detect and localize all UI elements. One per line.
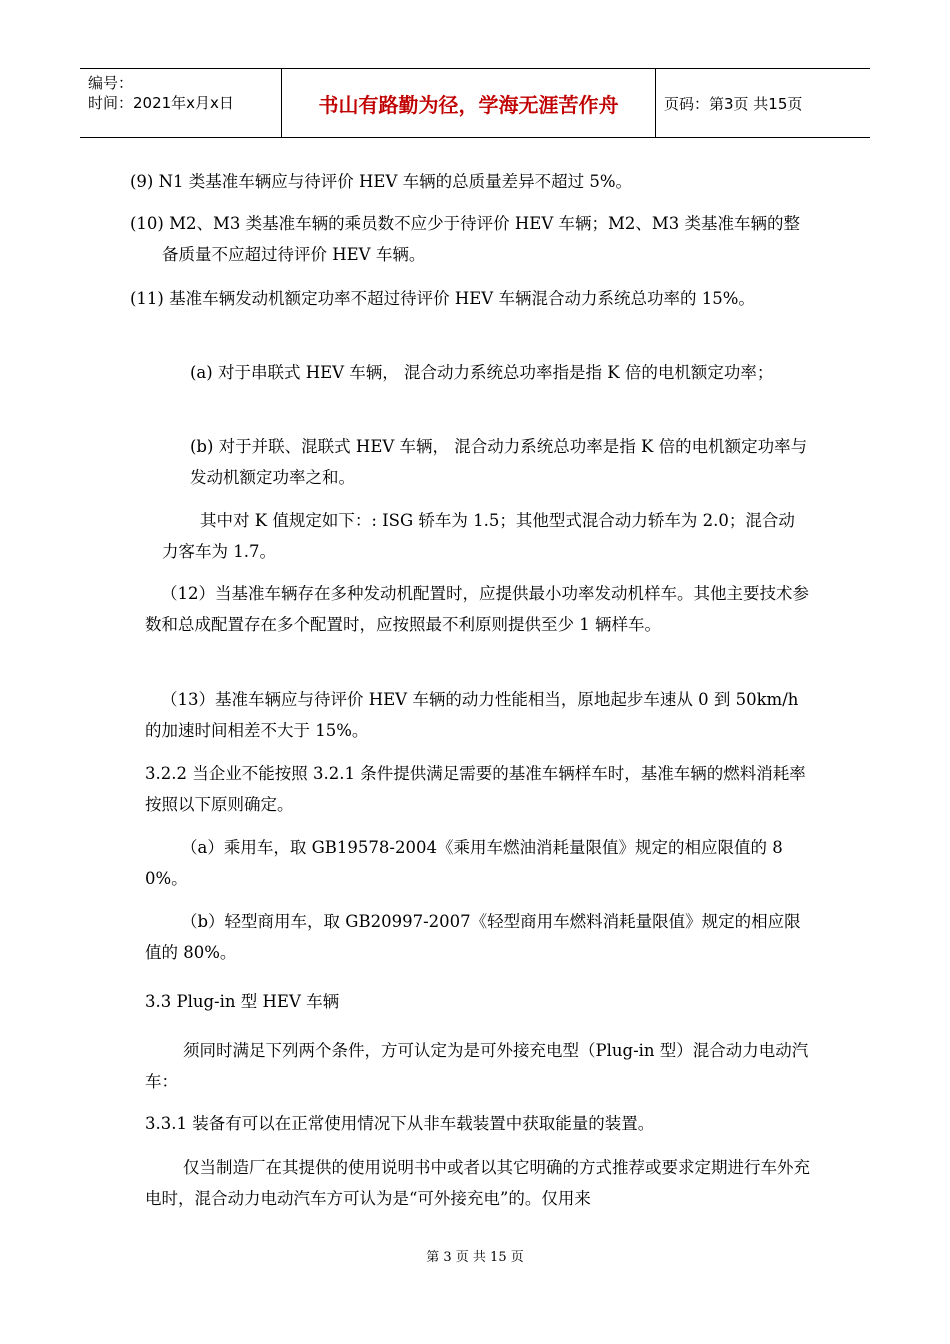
paragraph (130, 208, 810, 270)
page-footer: 第 3 页 共 15 页 (426, 1250, 524, 1265)
paragraph: 须同时满足下列两个条件，方可认定为是可外接充电型（Plug-in 型）混合动力电动汽车： (145, 1041, 809, 1091)
header-page-label: 页码：第3页 共15页 (664, 94, 803, 113)
document-time-label: 时间：2021年x月x日 (88, 94, 234, 112)
document-number-label: 编号： (88, 74, 134, 92)
paragraph (130, 283, 810, 314)
paragraph: （a）乘用车，取 GB19578-2004《乘用车燃油消耗量限值》规定的相应限值的 80%。 (145, 838, 783, 888)
header-motto: 书山有路勤为径，学海无涯苦作舟 (282, 69, 656, 137)
page-header (80, 68, 870, 138)
paragraph: （b）轻型商用车，取 GB20997-2007《轻型商用车燃料消耗量限值》规定的相应限值的 80%。 (145, 912, 801, 962)
paragraph: (9) N1 类基准车辆应与待评价 HEV 车辆的总质量差异不超过 5%。 (130, 172, 633, 191)
paragraph: 3.2.2 当企业不能按照 3.2.1 条件提供满足需要的基准车辆样车时，基准车辆的燃料消耗率按照以下原则确定。 (145, 764, 806, 814)
paragraph: 3.3.1 装备有可以在正常使用情况下从非车载装置中获取能量的装置。 (145, 1114, 655, 1133)
paragraph: 其中对 K 值规定如下：: ISG 轿车为 1.5；其他型式混合动力轿车为 2.0；混合动力客车为 1.7。 (162, 511, 795, 561)
section-heading: 3.3 Plug-in 型 HEV 车辆 (145, 992, 340, 1011)
paragraph: （13）基准车辆应与待评价 HEV 车辆的动力性能相当，原地起步车速从 0 到 50km/h 的加速时间相差不大于 15%。 (145, 690, 799, 740)
paragraph: (a) 对于串联式 HEV 车辆， 混合动力系统总功率指是指 K 倍的电机额定功率； (190, 363, 774, 382)
paragraph: （12）当基准车辆存在多种发动机配置时，应提供最小功率发动机样车。其他主要技术参数和总成配置存在多个配置时，应按照最不利原则提供至少 1 辆样车。 (145, 584, 809, 634)
paragraph: 仅当制造厂在其提供的使用说明书中或者以其它明确的方式推荐或要求定期进行车外充电时，混合动力电动汽车方可认为是“可外接充电”的。仅用来 (145, 1158, 810, 1208)
header-meta (80, 69, 282, 137)
paragraph-text: (10) M2、M3 类基准车辆的乘员数不应少于待评价 HEV 车辆；M2、M3 类基准车辆的整备质量不应超过待评价 HEV 车辆。 (130, 214, 801, 264)
paragraph: (b) 对于并联、混联式 HEV 车辆， 混合动力系统总功率是指 K 倍的电机额定功率与发动机额定功率之和。 (190, 437, 808, 487)
paragraph-text: (11) 基准车辆发动机额定功率不超过待评价 HEV 车辆混合动力系统总功率的 15%。 (130, 289, 755, 308)
